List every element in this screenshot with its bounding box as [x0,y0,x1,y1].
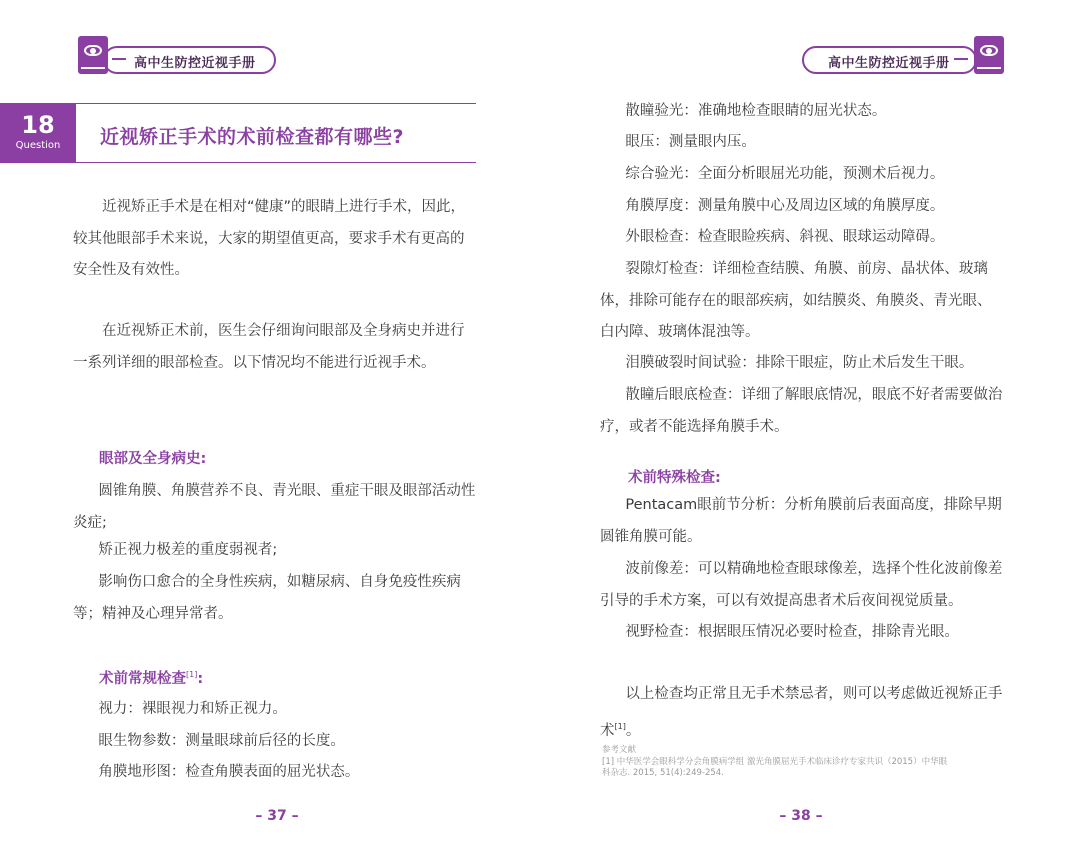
reference-marker: [1] [186,670,198,680]
history-item: 圆锥角膜、角膜营养不良、青光眼、重症干眼及眼部活动性炎症; [73,483,476,531]
question-label: Question [15,140,61,151]
book-icon [974,36,1004,74]
routine-item: 散瞳验光：准确地检查眼睛的屈光状态。 [625,103,887,119]
section-heading-special: 术前特殊检查: [628,470,721,486]
question-top-rule [76,103,476,104]
routine-heading-colon: : [197,671,204,687]
intro-paragraph-1: 近视矫正手术是在相对“健康”的眼睛上进行手术，因此，较其他眼部手术来说，大家的期望值更高，要求手术有更高的安全性及有效性。 [73,199,466,278]
routine-item: 外眼检查：检查眼睑疾病、斜视、眼球运动障碍。 [625,229,945,245]
history-item: 影响伤口愈合的全身性疾病，如糖尿病、自身免疫性疾病等；精神及心理异常者。 [73,574,461,622]
routine-item: 眼压：测量眼内压。 [625,134,756,150]
references-title: 参考文献 [602,745,637,755]
special-item: Pentacam眼前节分析：分析角膜前后表面高度，排除早期圆锥角膜可能。 [600,497,1002,545]
header-title: 高中生防控近视手册 [828,56,950,71]
page-number: – 37 – [255,808,299,824]
section-heading-routine [99,667,203,688]
routine-heading-text: 术前常规检查 [99,671,186,687]
routine-item: 眼生物参数：测量眼球前后径的长度。 [98,733,345,749]
reference-entry [602,757,1012,779]
eye-icon [980,45,998,56]
question-badge [0,103,76,163]
header-title: 高中生防控近视手册 [134,56,256,71]
section-heading-history: 眼部及全身病史: [99,451,207,467]
running-header-right [802,36,1004,74]
intro-paragraph-2: 在近视矫正术前，医生会仔细询问眼部及全身病史并进行一系列详细的眼部检查。以下情况均不能进行近视手术。 [73,323,465,371]
reference-line: [1] 中华医学会眼科学分会角膜病学组 激光角膜屈光手术临床诊疗专家共识（2015）中华眼 [602,757,948,767]
eye-icon [84,45,102,56]
right-page [540,0,1080,855]
routine-item: 角膜地形图：检查角膜表面的屈光状态。 [98,764,360,780]
running-header-left [78,36,278,74]
routine-item: 泪膜破裂时间试验：排除干眼症，防止术后发生干眼。 [625,355,974,371]
reference-marker: [1] [614,721,626,731]
routine-item: 视力：裸眼视力和矫正视力。 [98,701,287,717]
question-number: 18 [21,111,55,139]
special-item: 视野检查：根据眼压情况必要时检查，排除青光眼。 [625,624,959,640]
routine-item: 综合验光：全面分析眼屈光功能，预测术后视力。 [625,166,945,182]
page-number: – 38 – [779,808,823,824]
reference-line: 科杂志. 2015, 51(4):249-254. [602,768,724,778]
question-title: 近视矫正手术的术前检查都有哪些? [100,126,405,148]
header-dash [112,58,126,60]
question-bottom-rule [76,162,476,163]
history-item: 矫正视力极差的重度弱视者; [98,542,278,558]
routine-item: 裂隙灯检查：详细检查结膜、角膜、前房、晶状体、玻璃体，排除可能存在的眼部疾病，如结膜炎、角膜炎、青光眼、白内障、玻璃体混浊等。 [600,261,992,340]
header-dash [954,58,968,60]
conclusion-text: 以上检查均正常且无手术禁忌者，则可以考虑做近视矫正手术 [600,686,1003,739]
routine-item: 散瞳后眼底检查：详细了解眼底情况，眼底不好者需要做治疗，或者不能选择角膜手术。 [600,387,1003,435]
routine-item: 角膜厚度：测量角膜中心及周边区域的角膜厚度。 [625,198,945,214]
special-item: 波前像差：可以精确地检查眼球像差，选择个性化波前像差引导的手术方案，可以有效提高患者术后夜间视觉质量。 [600,561,1003,609]
conclusion-end: 。 [625,722,641,739]
conclusion-paragraph [600,679,1005,747]
book-icon [78,36,108,74]
